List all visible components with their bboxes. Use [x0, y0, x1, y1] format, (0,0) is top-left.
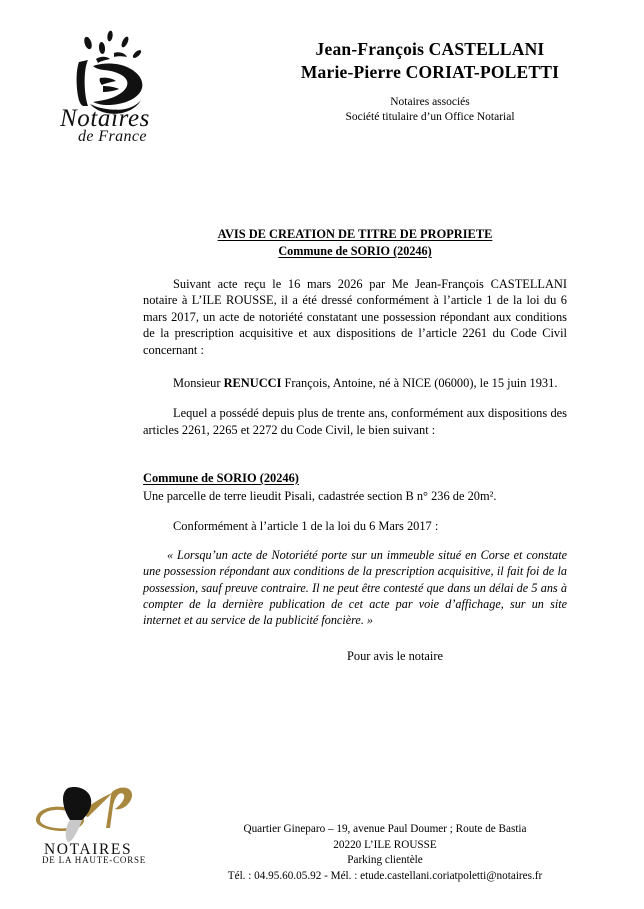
- parcel-description: Une parcelle de terre lieudit Pisali, cadastrée section B n° 236 de 20m².: [143, 488, 497, 503]
- footer-address-line3: Parking clientèle: [347, 854, 423, 867]
- footer-logo-text-haute-corse: DE LA HAUTE-CORSE: [42, 855, 147, 864]
- document-subtitle: [143, 243, 567, 259]
- firm-identity-block: [220, 38, 640, 125]
- paragraph-conformement: Conformément à l’article 1 de la loi du 6 Mars 2017 :: [173, 519, 439, 534]
- document-footer: [0, 784, 644, 909]
- logo-text-de-france: de France: [78, 128, 147, 144]
- notary-name-primary: Jean-François CASTELLANI: [315, 39, 545, 59]
- document-title: [143, 226, 567, 242]
- beneficiary-surname: RENUCCI: [223, 376, 282, 391]
- document-title-line2: Commune de SORIO (20246): [278, 244, 432, 258]
- document-header: [0, 0, 644, 160]
- footer-address-line2: 20220 L’ILE ROUSSE: [333, 838, 437, 851]
- footer-logo-text-notaires: NOTAIRES: [44, 841, 133, 858]
- footer-contact-block: [150, 822, 620, 884]
- footer-contact-line: Tél. : 04.95.60.05.92 - Mél. : etude.castellani.coriatpoletti@notaires.fr: [227, 869, 543, 882]
- paragraph-possession: Lequel a possédé depuis plus de trente ans, conformément aux dispositions des articles 2261, 2265 et 2272 du Code Civil, le bien suivant :: [143, 406, 567, 437]
- firm-subtitle-line1: Notaires associés: [390, 96, 470, 108]
- paragraph-beneficiary: [143, 375, 567, 391]
- paragraph-acte-recu: Suivant acte reçu le 16 mars 2026 par Me Jean-François CASTELLANI notaire à L’ILE ROUSSE, il a été dressé conformément à l’article 1 de la loi du 6 mars 2017, un acte de notoriété constatant une possession répondant aux conditions de la prescription acquisitive et aux dispositions de l’article 2261 du Code Civil concernant :: [143, 277, 567, 357]
- notaires-de-france-logo: [52, 26, 182, 144]
- commune-heading: Commune de SORIO (20246): [143, 470, 299, 485]
- logo-text-notaires: Notaires: [60, 105, 150, 132]
- document-body: [143, 226, 567, 664]
- footer-address-line1: Quartier Gineparo – 19, avenue Paul Doumer ; Route de Bastia: [243, 823, 527, 835]
- legal-quote: « Lorsqu’un acte de Notoriété porte sur un immeuble situé en Corse et constate une possession répondant aux conditions de la prescription acquisitive, il fait foi de la possession, sauf preuve contraire. Il ne peut être contesté que dans un délai de 5 ans à compter de la dernière publication de cet acte par voie d’affichage, sur un site internet et au service de la publicité foncière. »: [143, 547, 567, 628]
- notary-name-secondary: Marie-Pierre CORIAT-POLETTI: [300, 62, 560, 82]
- signoff-line: Pour avis le notaire: [347, 648, 444, 663]
- commune-heading-wrapper: [143, 451, 567, 487]
- document-title-line1: AVIS DE CREATION DE TITRE DE PROPRIETE: [217, 227, 493, 241]
- firm-subtitle-line2: Société titulaire d’un Office Notarial: [345, 111, 515, 123]
- beneficiary-text: Monsieur RENUCCI François, Antoine, né à NICE (06000), le 15 juin 1931.: [173, 376, 558, 391]
